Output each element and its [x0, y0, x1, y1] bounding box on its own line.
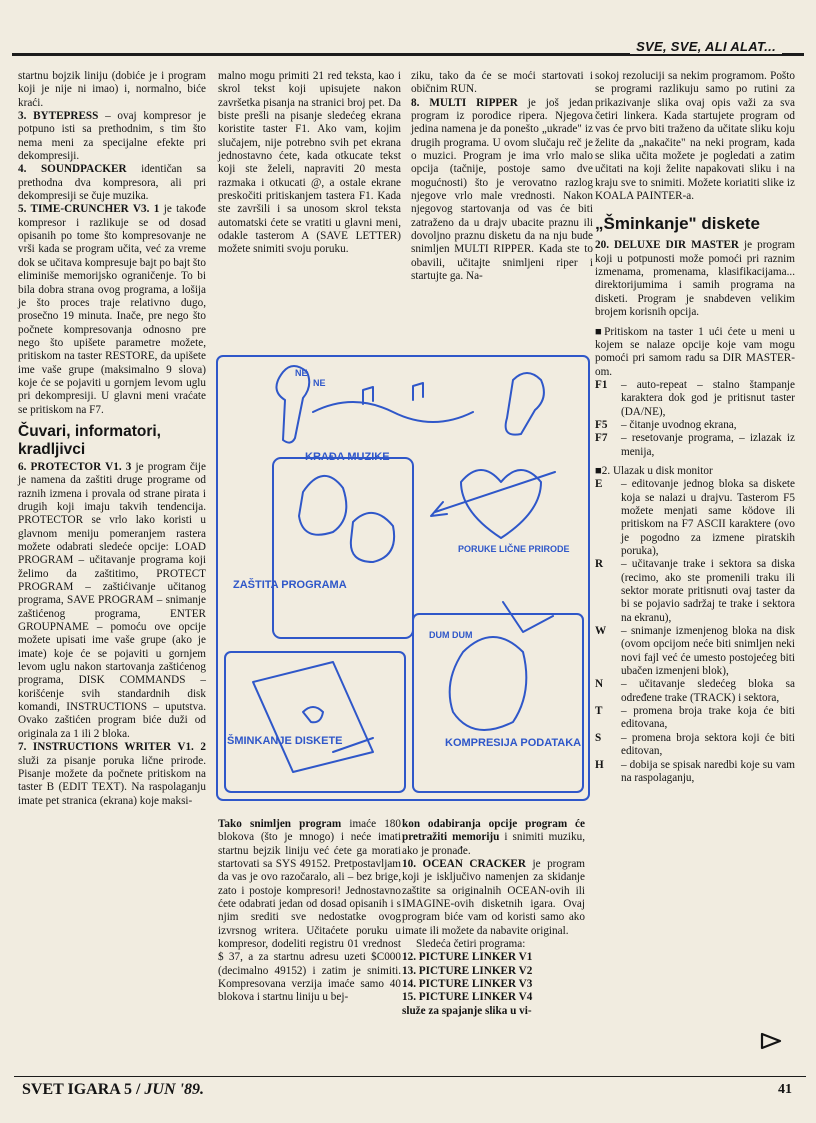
key-definition: S – promena broja sektora koji će biti editovan, [595, 731, 795, 758]
panel-caption: KRAĐA MUZIKE [305, 451, 390, 463]
music-note-icon [363, 387, 373, 404]
paragraph: 4. SOUNDPACKER identičan sa prethodna dva kompresora, ali pri dekompresiji se čuje muzika. [18, 163, 206, 203]
footer-rule [14, 1076, 806, 1077]
item-heading: 7. INSTRUCTIONS WRITER V1. 2 [18, 741, 206, 754]
panel-caption: ZAŠTITA PROGRAMA [233, 579, 347, 591]
paragraph: 7. INSTRUCTIONS WRITER V1. 2 služi za pisanje poruka lične prirode. Pisanje možete da počnete pritiskom na taster B (EDIT TEXT). Na raspolaganju imate pet stranica (ekrana) koje maksi- [18, 741, 206, 807]
paragraph: malno mogu primiti 21 red teksta, kao i skrol tekst koji upisujete nakon završetka pisanja na stranici broj pet. Da biste prešli na pisanje sledećeg ekrana koristite taster F1. Ako vam, kojim slučajem, nije potrebno svih pet ekrana jednostavno ćete, kada otkucate tekst koji ste želeli, napraviti 20 mesta razmaka i otkucati @, a ostale ekrane preskočiti pritiskanjem tastera F1. Kada ste završili i sa unosom skrol teksta automatski ćete se vratiti u glavni meni, odakle tasterom A (SAVE LETTER) možete snimiti svoju poruku. [218, 70, 401, 256]
column-4 [595, 70, 795, 785]
paragraph: 8. MULTI RIPPER je još jedan program iz porodice ripera. Njegova jedina namena je da ponešto „ukrade" iz drugih programa. U ovom slučaju reč je o muzici. Program je ima vrlo malo opcija (tačnije, postoje samo dve mogućnosti) što je verovatno razlog njegove vrlo male vrednosti. Nakon njegovog startovanja od vas će biti zatraženo da u drajv ubacite praznu ili dovoljno praznu disketu da na nju bude snimljen MULTI RIPPER. Kada ste to obavili, učitajte snimljeni riper i startujte ga. Na- [411, 96, 594, 283]
paragraph: 20. DELUXE DIR MASTER je program koji u potpunosti može pomoći pri raznim izmenama, promenama, klasifikacijama... direktorijumima i samih programa na disketi. Program je snabdeven velikim brojem korisnih opcija. [595, 239, 796, 319]
panel-caption: KOMPRESIJA PODATAKA [445, 737, 582, 749]
issue-date: JUN '89. [144, 1081, 204, 1098]
paragraph: ziku, tako da će se moći startovati i običnim RUN. [411, 70, 593, 96]
column-3-bottom [402, 818, 585, 1018]
key-definition: N – učitavanje sledećeg bloka sa određene trake (TRACK) i sektora, [595, 678, 795, 704]
key-definition: H – dobija se spisak naredbi koje su vam na raspolaganju, [595, 758, 795, 784]
paragraph: 6. PROTECTOR V1. 3 je program čije je namena da zaštiti druge programe od raznih izmena i provala od strane pirata i drugih koji imaju takvih tendencija. PROTECTOR se vrlo lako koristi u glavnom meniju pomeranjem rastera možete odabrati sledeće opcije: LOAD PROGRAM – učitavanje programa koji želimo da zaštitimo, PROTECT PROGRAM – zaštićivanje učitanog programa, SAVE PROGRAM – snimanje zaštićenog programa, ENTER GROUPNAME – pomoću ove opcije možete upisati ime vaše grupe (ako je imate) koje će se pojaviti u gornjem levom uglu nakon startovanja zaštićenog programa, DISK COMMANDS – korišćenje svih standardnih disk komandi, INSTRUCTIONS – uputstva. Ovako zaštićen program biće duži od originala za 1 ili 2 bloka. [18, 460, 206, 740]
column-3-top [411, 70, 593, 284]
running-head-title: SVE, SVE, ALI ALAT... [630, 39, 782, 54]
arrow-icon [435, 472, 555, 512]
music-notes-wave [313, 402, 473, 422]
item-heading: 8. MULTI RIPPER [411, 96, 518, 109]
lead-in: Tako snimljen program [218, 818, 342, 830]
cartoon-illustration [213, 352, 593, 804]
continue-arrow-icon [760, 1032, 782, 1050]
panel-compression-frame [413, 614, 583, 792]
disk-face-icon [303, 707, 323, 722]
list-item: 13. PICTURE LINKER V2 [402, 964, 533, 977]
page-number: 41 [778, 1082, 792, 1097]
item-heading: 20. DELUXE DIR MASTER [595, 239, 740, 252]
item-heading: 10. OCEAN CRACKER [402, 858, 526, 871]
music-note-icon [413, 383, 423, 400]
key-definition: F5 – čitanje uvodnog ekrana, [595, 418, 737, 431]
key-definition: R – učitavanje trake i sektora sa diska (recimo, ako ste promenili traku ili sektor morate pritisnuti ovaj taster da bi se pojavio sadržaj te trake i sektora na ekranu), [595, 558, 795, 624]
item-heading: 5. TIME-CRUNCHER V3. 1 [18, 203, 160, 216]
lead-in: kon odabiranja opcije program će pretražiti memoriju [402, 818, 585, 844]
paragraph: Sledeća četiri programa: [416, 938, 526, 951]
list-item: 15. PICTURE LINKER V4 [402, 991, 533, 1004]
dog-figure [351, 513, 394, 562]
section-heading: Čuvari, informatori, kradljivci [18, 422, 161, 458]
paragraph: Tako snimljen program imaće 180 blokova (što je mnogo) i neće imati startnu bejzik liniju već ćete ga morati startovati sa SYS 49152. Pretpostavljam da vas je ovo razočaralo, ali – bez brige, zato i postoje kompresori! Jednostavno ćete odabrati jedan od dosad opisanih i s njim srediti sve nedostatke ovog izvrsnog writera. Učitaćete poruku u kompresor, dodeliti registru 01 vrednost $ 37, a za startnu adresu uzeti $C000 (decimalno 49152) i zatim je snimiti. Kompresovana verzija imaće samo 40 blokova i startnu liniju u bej- [218, 818, 401, 1004]
floppy-disk-icon [253, 662, 373, 772]
paragraph: startnu bojzik liniju (dobiće je i program koji je nije ni imao) i, normalno, biće kraći. [18, 70, 206, 109]
paragraph: 10. OCEAN CRACKER je program koji je isključivo namenjen za skidanje zaštite sa originalnih OCEAN-ovih ili IMAGINE-ovih disketnih igara. Ovaj program biće vam od koristi samo ako imate ili možete da nabavite original. [402, 858, 585, 937]
list-item: 12. PICTURE LINKER V1 [402, 951, 533, 964]
hammer-icon [503, 602, 553, 632]
sound-effect-label: NE [295, 368, 308, 378]
column-2-bottom [218, 818, 401, 1005]
guard-figure [299, 476, 346, 535]
sound-effect-label: DUM DUM [429, 630, 473, 640]
paragraph: kon odabiranja opcije program će pretražiti memoriju i snimiti muziku, ako je pronađe. [402, 818, 585, 857]
panel-caption: ŠMINKANJE DISKETE [227, 735, 343, 747]
paragraph: 5. TIME-CRUNCHER V3. 1 je takođe kompresor i razlikuje se od dosad opisanih po tome što kompresovanje ne vrši kada se program učita, već za vreme dok se učitava kompresuje bajt po bajt što eliminiše memorijsko ograničenje. To bi bila dobra strana ovog programa, a lošija je što proces traje relativno dugo, prosečno 19 minuta. Inače, pre nego što počnete kompresovanja odnosno pre nego što upišete parametre možete, pritiskom na taster RESTORE, da upišete ime vaše grupe (maksimalno 9 slova) koje će se pojaviti u gornjem levom uglu pri dekompresiji. U glavni meni vraćate se pritiskom na F7. [18, 203, 206, 416]
item-heading: 4. SOUNDPACKER [18, 163, 127, 176]
list-item: 14. PICTURE LINKER V3 [402, 978, 533, 991]
compressed-figure [450, 637, 527, 730]
sound-effect-label: NE [313, 378, 326, 388]
key-definition: T – promena broja trake koja će biti editovana, [595, 705, 795, 731]
paragraph: ■Pritiskom na taster 1 ući ćete u meni u kojem se nalaze opcije koje vam mogu pomoći pri samom radu sa DIR MASTER-om. [595, 325, 795, 378]
paragraph: ■2. Ulazak u disk monitor [595, 464, 713, 477]
paragraph: služe za spajanje slika u vi- [402, 1004, 532, 1017]
section-heading: „Šminkanje" diskete [595, 214, 760, 234]
column-1 [18, 70, 206, 808]
column-2-top [218, 70, 401, 257]
paragraph: 3. BYTEPRESS – ovaj kompresor je potpuno isti sa prethodnim, s tim što nema meni za specijalne efekte pri dekompresiji. [18, 110, 206, 163]
running-head [12, 39, 804, 54]
key-definition: W – snimanje izmenjenog bloka na disk (ovom opcijom neće biti snimljen neki novi fajl već će umesto postojećeg biti ubačen izmenjeni blok), [595, 625, 795, 678]
item-heading: 3. BYTEPRESS [18, 110, 99, 123]
page-footer [14, 1076, 806, 1106]
key-definition: E – editovanje jednog bloka sa diskete koja se nalazi u drajvu. Tasterom F5 možete menjati same ködove ili pritiskom na F7 ASCII karaktere (ovo je pogodno za izmene piratskih poruka), [595, 478, 795, 557]
item-heading: 6. PROTECTOR V1. 3 [18, 460, 132, 473]
magazine-name: SVET IGARA 5 / JUN '89. [22, 1081, 204, 1098]
panel-caption: PORUKE LIČNE PRIRODE [458, 544, 570, 554]
key-definition: F7 – resetovanje programa, – izlazak iz menija, [595, 432, 795, 458]
key-definition: F1 – auto-repeat – stalno štampanje karaktera dok god je pritisnut taster (DA/NE), [595, 378, 795, 418]
paragraph: sokoj rezoluciji sa nekim programom. Pošto se programi razlikuju samo po rutini za prikazivanje slika ovaj opis važi za sva četiri linkera. Kada startujete program od vas će prvo biti traženo da učitate sliku koju želite da „nakačite" na neki program, kada se slika učita možete je pogledati a zatim učitati na koji želite napakovati sliku i na kraju sve to snimiti. Možete koriatiti slike iz KOALA PAINTER-a. [595, 70, 795, 203]
music-source-figure [506, 373, 544, 435]
